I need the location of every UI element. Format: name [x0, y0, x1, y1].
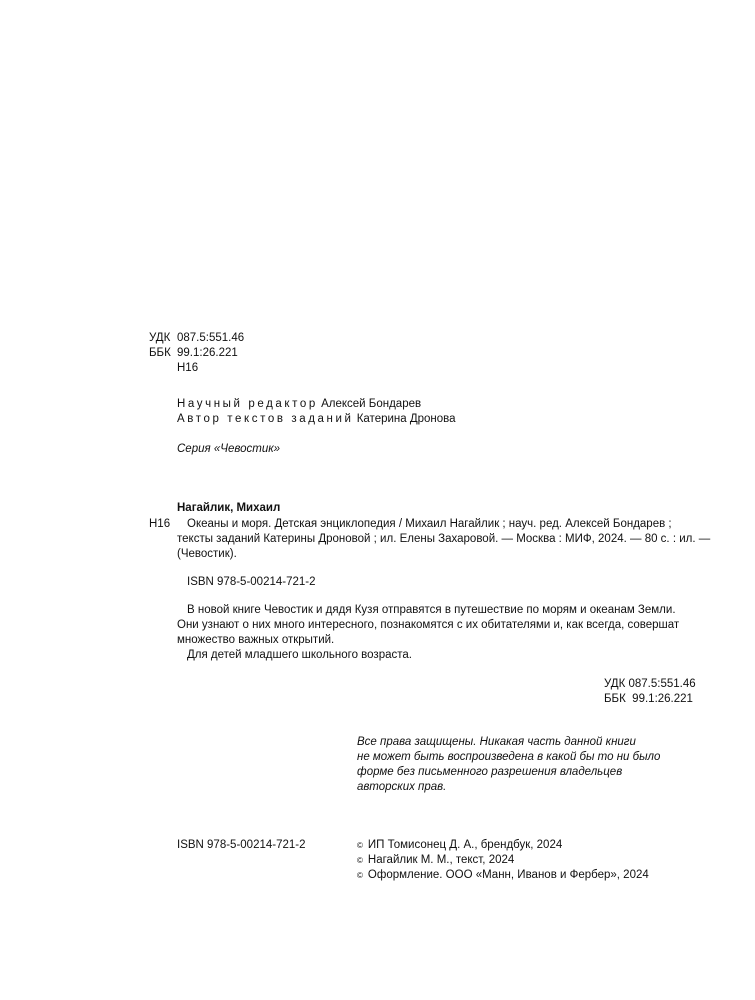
editor-role: Научный редактор: [177, 398, 318, 410]
copyright-line-1: [357, 838, 649, 853]
bbk-value: 99.1:26.221: [177, 347, 238, 359]
bottom-bbk: ББК 99.1:26.221: [604, 693, 693, 705]
annotation-line-2: Они узнают о них много интересного, познакомятся с их обитателями и, как всегда, совершат: [177, 619, 680, 631]
annotation-line-3: множество важных открытий.: [177, 634, 335, 646]
copyright-text-1: ИП Томисонец Д. А., брендбук, 2024: [367, 839, 563, 851]
copyright-text-2: Нагайлик М. М., текст, 2024: [367, 854, 515, 866]
copyright-line-3: [357, 868, 649, 883]
rights-notice: [357, 735, 660, 795]
copyright-text-3: Оформление. ООО «Манн, Иванов и Фербер», 2024: [367, 869, 649, 881]
bib-line-1: Океаны и моря. Детская энциклопедия / Михаил Нагайлик ; науч. ред. Алексей Бондарев ;: [187, 518, 672, 530]
bottom-udk: УДК 087.5:551.46: [604, 678, 696, 690]
copyright-line-2: [357, 853, 649, 868]
bbk-label: ББК: [149, 347, 171, 359]
tasks-role: Автор текстов заданий: [177, 413, 354, 425]
udk-row: [149, 331, 244, 346]
bib-annotation: [177, 603, 679, 663]
footer-isbn: ISBN 978-5-00214-721-2: [177, 839, 306, 851]
author-mark-row: [149, 361, 244, 376]
rights-line-1: Все права защищены. Никакая часть данной книги: [357, 736, 636, 748]
top-classification-codes: [149, 331, 244, 376]
editor-name: Алексей Бондарев: [321, 398, 422, 410]
bib-isbn: ISBN 978-5-00214-721-2: [187, 576, 316, 588]
bib-author: Нагайлик, Михаил: [177, 502, 281, 514]
rights-line-3: форме без письменного разрешения владельцев: [357, 766, 623, 778]
credits-block: [177, 397, 456, 427]
bottom-classification-codes: [604, 677, 696, 707]
bib-line-3: (Чевостик).: [177, 548, 237, 560]
tasks-credit: [177, 412, 456, 427]
bib-line-2: тексты заданий Катерины Дроновой ; ил. Елены Захаровой. — Москва : МИФ, 2024. — 80 с. : ил. —: [177, 533, 711, 545]
editor-credit: [177, 397, 456, 412]
udk-label: УДК: [149, 332, 171, 344]
tasks-name: Катерина Дронова: [356, 413, 456, 425]
copyright-icon: ©: [357, 841, 363, 850]
series-name: Серия «Чевостик»: [177, 443, 281, 455]
annotation-line-1: В новой книге Чевостик и дядя Кузя отправятся в путешествие по морям и океанам Земли.: [187, 604, 676, 616]
copyright-icon: ©: [357, 856, 363, 865]
bib-mark: Н16: [149, 518, 171, 530]
bib-description: [177, 517, 710, 562]
rights-line-4: авторских прав.: [357, 781, 447, 793]
udk-value: 087.5:551.46: [177, 332, 245, 344]
audience-note: Для детей младшего школьного возраста.: [187, 649, 412, 661]
copyright-block: [357, 838, 649, 883]
rights-line-2: не может быть воспроизведена в какой бы то ни было: [357, 751, 661, 763]
copyright-icon: ©: [357, 871, 363, 880]
bbk-row: [149, 346, 244, 361]
author-mark: Н16: [177, 362, 199, 374]
